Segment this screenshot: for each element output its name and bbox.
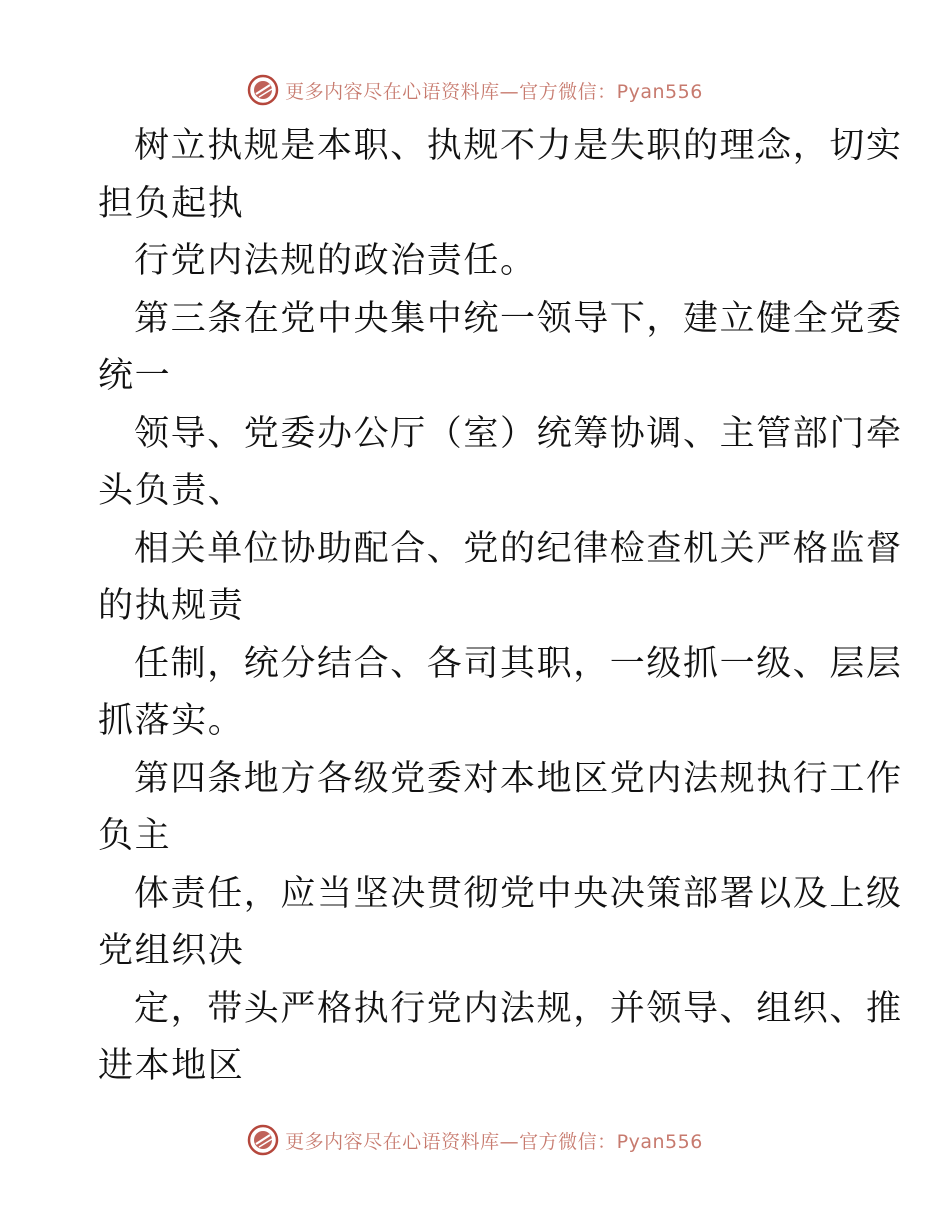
- text-line: 统一: [98, 356, 172, 396]
- text-line: 的执规责: [98, 586, 245, 626]
- text-line: 负主: [98, 816, 172, 856]
- text-line: 定，带头严格执行党内法规，并领导、组织、推: [134, 988, 903, 1029]
- footer-banner-text: 更多内容尽在心语资料库—官方微信：Pyan556: [285, 1130, 703, 1153]
- text-line: 抓落实。: [98, 701, 245, 741]
- text-line: 党组织决: [98, 931, 245, 971]
- text-line: 树立执规是本职、执规不力是失职的理念，切实: [134, 126, 903, 166]
- footer-banner: [0, 1120, 950, 1160]
- header-banner-text: 更多内容尽在心语资料库—官方微信：Pyan556: [285, 80, 703, 103]
- text-line: 相关单位协助配合、党的纪律检查机关严格监督: [134, 528, 903, 569]
- header-banner: [0, 70, 950, 110]
- document-body: [98, 118, 903, 1096]
- text-line: 体责任，应当坚决贯彻党中央决策部署以及上级: [134, 873, 903, 914]
- red-seal-logo-icon: [247, 74, 279, 106]
- red-seal-logo-icon: [247, 1124, 279, 1156]
- text-line: 担负起执: [98, 183, 245, 224]
- text-line: 进本地区: [98, 1046, 245, 1086]
- text-line: 头负责、: [98, 471, 245, 511]
- text-line: 领导、党委办公厅（室）统筹协调、主管部门牵: [134, 413, 903, 454]
- text-line: 任制，统分结合、各司其职，一级抓一级、层层: [134, 643, 903, 684]
- text-line: 行党内法规的政治责任。: [134, 241, 537, 281]
- text-line: 第四条地方各级党委对本地区党内法规执行工作: [134, 758, 903, 799]
- text-line: 第三条在党中央集中统一领导下，建立健全党委: [134, 298, 903, 339]
